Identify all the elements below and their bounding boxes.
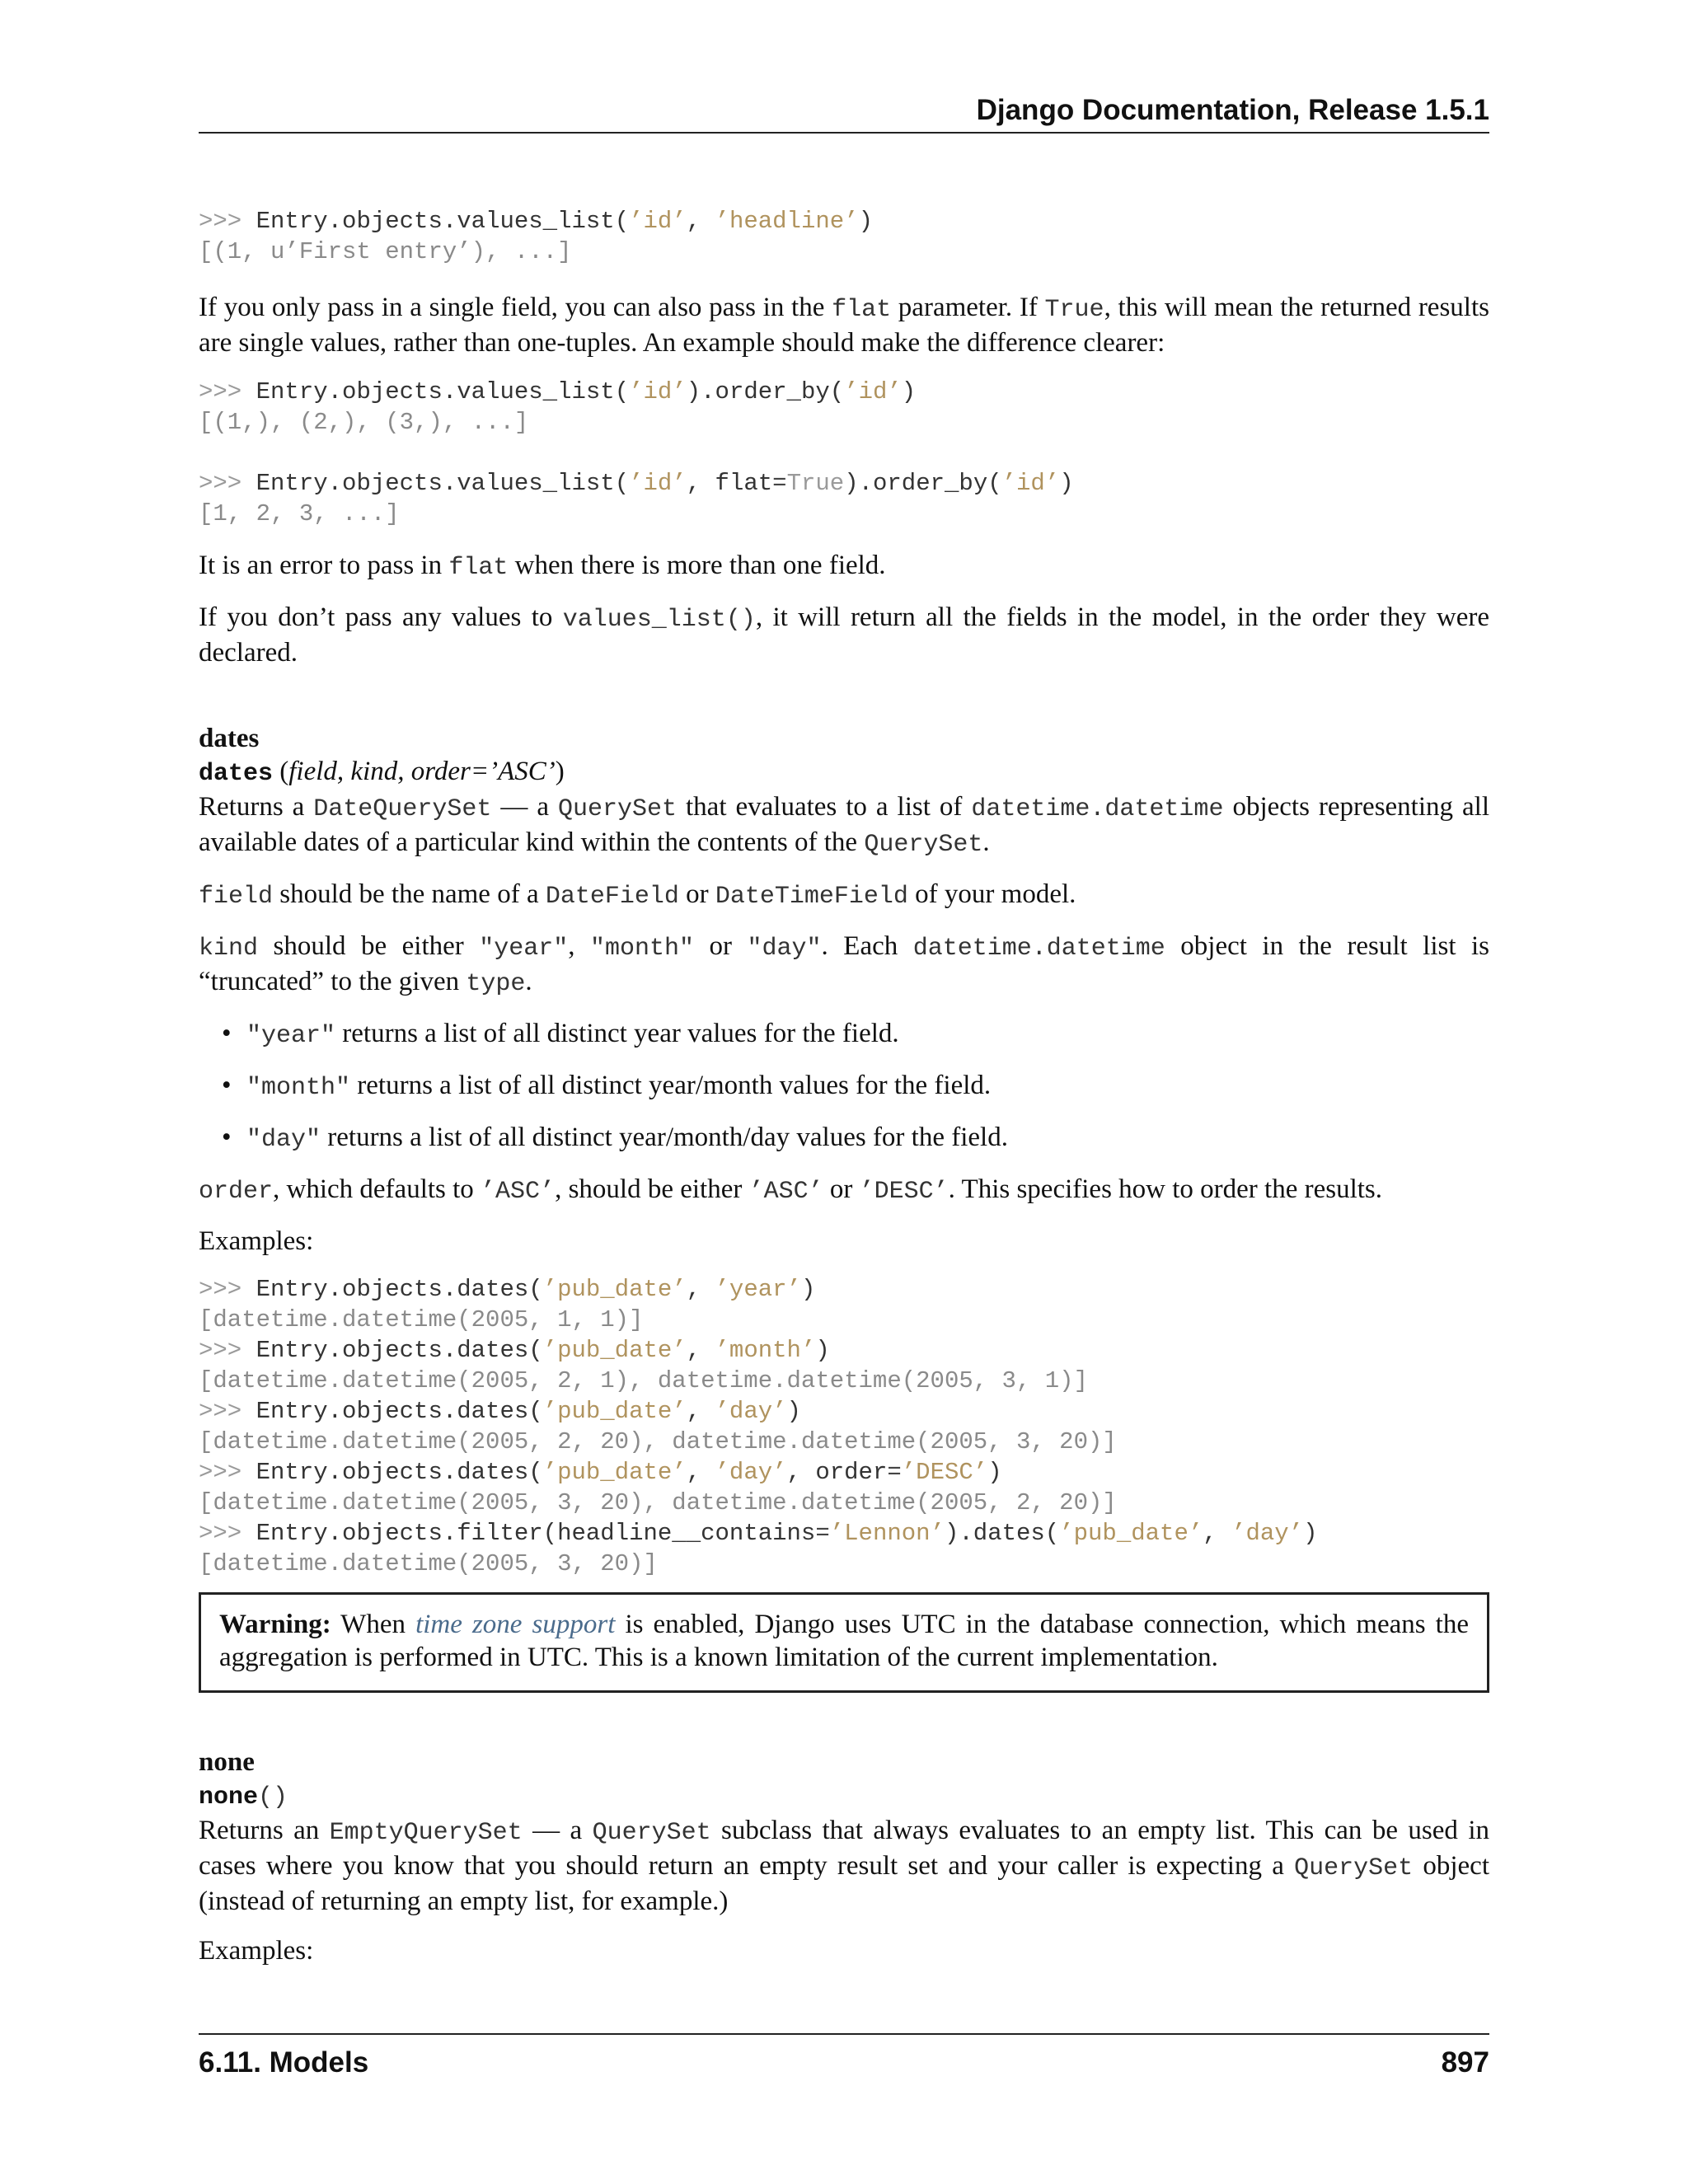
text: is enabled, Django uses UTC in the database connection, which means the aggregation is performed in UTC. This is a known limitation of the current implementation. [219,1610,1469,1672]
code-output: [1, 2, 3, ...] [199,500,400,527]
text: Returns a [199,792,314,822]
code-text: , order [786,1459,888,1486]
code-text: ) [901,378,917,405]
inline-code: "month" [246,1074,351,1102]
text: objects representing all available dates of a particular kind within the contents of the [199,792,1489,857]
text: should be either [258,931,480,961]
section-heading-dates: dates [199,724,260,753]
inline-code: QuerySet [864,831,983,859]
code-text: ) [1059,470,1074,497]
code-prompt: >>> [199,378,256,405]
code-text: , [686,1459,715,1486]
text: parameter. If [891,293,1045,322]
code-string: ’headline’ [715,208,859,235]
code-string: ’id’ [629,208,687,235]
paragraph [199,601,1489,669]
code-string: ’year’ [715,1276,801,1303]
code-string: ’day’ [715,1398,787,1425]
text: , which defaults to [273,1174,481,1204]
inline-code: datetime.datetime [912,935,1165,963]
code-output: [(1,), (2,), (3,), ...] [199,409,529,436]
code-text: , [686,1337,715,1364]
text: subclass that always evaluates to an empty list. This can be used in cases where you know that you should return an empty result set and your caller is expecting a [199,1816,1489,1881]
code-text: , [686,1276,715,1303]
code-text: ) [815,1337,830,1364]
code-text: , [686,1398,715,1425]
text: or [678,879,715,909]
page-number: 897 [1441,2046,1489,2079]
method-name: dates [199,760,274,788]
code-keyword: True [786,470,845,497]
text: If you don’t pass any values to [199,602,563,632]
code-prompt: >>> [199,1520,256,1547]
section-heading-none: none [199,1747,255,1777]
inline-code: "year" [246,1022,336,1050]
text: that evaluates to a list of [677,792,972,822]
text: , it will return all the fields in the model, in the order they were declared. [199,602,1489,668]
code-operator: = [887,1459,902,1486]
inline-code: QuerySet [557,795,678,823]
text: returns a list of all distinct year values for the field. [335,1019,899,1048]
code-text: Entry.objects.dates( [256,1276,543,1303]
page-header [199,92,1489,134]
code-output: [datetime.datetime(2005, 2, 20), datetime.datetime(2005, 3, 20)] [199,1428,1117,1455]
inline-code: DateQuerySet [313,795,492,823]
code-string: ’Lennon’ [829,1520,945,1547]
text: of your model. [907,879,1076,909]
code-prompt: >>> [199,208,256,235]
method-signature [199,755,1489,790]
text: returns a list of all distinct year/month values for the field. [350,1071,992,1100]
code-prompt: >>> [199,1276,256,1303]
code-string: ’month’ [715,1337,816,1364]
code-string: ’pub_date’ [542,1398,687,1425]
text: — a [522,1816,593,1845]
code-output: [datetime.datetime(2005, 1, 1)] [199,1306,644,1333]
code-block [199,377,1489,529]
code-operator: = [772,470,787,497]
bullet-list [199,1017,1489,1156]
method-params: field, kind, order=’ASC’ [288,757,556,786]
examples-label: Examples: [199,1936,314,1966]
code-output: [datetime.datetime(2005, 3, 20)] [199,1550,658,1577]
code-block [199,1274,1489,1579]
inline-code: flat [448,554,509,582]
code-text: Entry.objects.values_list( [256,378,630,405]
method-signature [199,1779,1489,1814]
code-output: [(1, u’First entry’), ...] [199,238,572,265]
paragraph [199,1814,1489,1918]
inline-code: values_list() [562,606,756,634]
inline-code: EmptyQuerySet [329,1819,523,1847]
text: Returns an [199,1816,330,1845]
paragraph [199,930,1489,1001]
code-block [199,206,1489,267]
paragraph [199,878,1489,913]
code-text: ).dates( [944,1520,1060,1547]
code-text: Entry.objects.values_list( [256,208,630,235]
code-string: ’pub_date’ [542,1337,687,1364]
inline-code: QuerySet [1294,1854,1414,1882]
code-text: Entry.objects.dates( [256,1459,543,1486]
inline-code: datetime.datetime [971,795,1224,823]
paragraph [199,1173,1489,1208]
code-string: ’pub_date’ [542,1459,687,1486]
inline-code: order [199,1178,274,1206]
text: , [568,931,591,961]
list-item [246,1069,1489,1104]
warning-text [219,1608,1469,1674]
code-text: ) [786,1398,801,1425]
code-text: ) [1303,1520,1318,1547]
list-item [246,1017,1489,1052]
examples-label: Examples: [199,1226,314,1256]
inline-code: "day" [246,1126,321,1154]
inline-code: "day" [747,935,822,963]
code-prompt: >>> [199,1398,256,1425]
inline-code: kind [199,935,259,963]
text: object in the result list is “truncated” to the given [199,931,1490,996]
inline-code: ’ASC’ [481,1178,556,1206]
code-text: ) [800,1276,816,1303]
inline-code: QuerySet [592,1819,711,1847]
paragraph [199,790,1489,861]
code-output: [datetime.datetime(2005, 2, 1), datetime.datetime(2005, 3, 1)] [199,1367,1088,1394]
paragraph [199,291,1489,359]
code-string: ’id’ [629,470,687,497]
code-text: ) [987,1459,1002,1486]
code-prompt: >>> [199,1459,256,1486]
text: returns a list of all distinct year/month/day values for the field. [321,1122,1008,1152]
inline-code: type [466,970,526,998]
text: If you only pass in a single field, you can also pass in the [199,293,832,322]
text: . Each [821,931,913,961]
warning-box [199,1592,1489,1693]
code-operator: = [815,1520,830,1547]
code-text: Entry.objects.filter(headline__contains [256,1520,816,1547]
inline-code: ’DESC’ [859,1178,949,1206]
code-string: ’id’ [1001,470,1060,497]
code-string: ’id’ [629,378,687,405]
text: , should be either [555,1174,749,1204]
code-string: ’day’ [715,1459,787,1486]
code-string: ’id’ [844,378,902,405]
code-text: ).order_by( [844,470,1002,497]
code-text: , [686,208,715,235]
paragraph [199,549,1489,584]
text: ) [555,757,565,786]
inline-code: "year" [479,935,569,963]
text: or [823,1174,860,1204]
text: . This specifies how to order the results. [948,1174,1383,1204]
inline-code: True [1044,296,1104,324]
text: — a [491,792,558,822]
text: when there is more than one field. [508,551,886,580]
method-params: () [258,1783,288,1811]
inline-code: DateField [545,883,679,911]
code-string: ’DESC’ [901,1459,988,1486]
code-text: Entry.objects.dates( [256,1337,543,1364]
code-text: , flat [686,470,773,497]
code-string: ’pub_date’ [542,1276,687,1303]
code-text: ) [858,208,873,235]
code-text: Entry.objects.values_list( [256,470,630,497]
method-name: none [199,1783,259,1811]
inline-code: DateTimeField [715,883,908,911]
code-prompt: >>> [199,1337,256,1364]
text: object (instead of returning an empty list, for example.) [199,1851,1489,1916]
warning-label: Warning: [219,1610,331,1639]
text: , this will mean the returned results are single values, rather than one-tuples. An example should make the difference clearer: [199,293,1489,358]
inline-code: ’ASC’ [748,1178,823,1206]
code-string: ’day’ [1231,1520,1304,1547]
code-text: , [1203,1520,1232,1547]
text: . [982,827,990,857]
text: should be the name of a [273,879,546,909]
text: or [694,931,748,961]
code-string: ’pub_date’ [1059,1520,1203,1547]
code-output: [datetime.datetime(2005, 3, 20), datetime.datetime(2005, 2, 20)] [199,1489,1117,1516]
inline-code: "month" [590,935,695,963]
text: When [331,1610,416,1639]
inline-code: flat [832,296,892,324]
page-content [199,206,1489,1967]
list-item [246,1121,1489,1156]
text: ( [273,757,289,786]
inline-code: field [199,883,274,911]
code-text: Entry.objects.dates( [256,1398,543,1425]
text: . [525,967,532,996]
header-title: Django Documentation, Release 1.5.1 [976,94,1489,126]
time-zone-support-link[interactable]: time zone support [415,1610,616,1639]
page-footer [199,2033,1489,2079]
code-text: ).order_by( [686,378,845,405]
text: It is an error to pass in [199,551,449,580]
code-prompt: >>> [199,470,256,497]
footer-section: 6.11. Models [199,2046,369,2079]
